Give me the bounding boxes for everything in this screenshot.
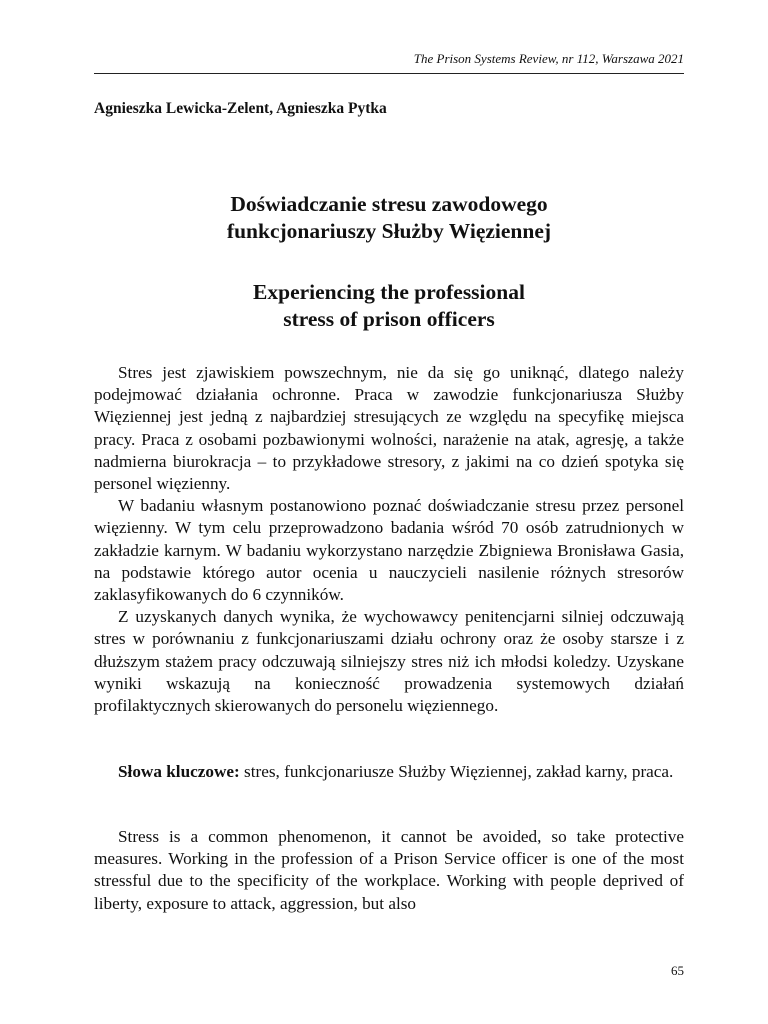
abstract-english-paragraph-1: Stress is a common phenomenon, it cannot be avoided, so take protective measures. Working in the profession of a Prison Service officer is one of the most stressful due to the specificity of the workplace. Working with people deprived of liberty, exposure to attack, aggression, but also [94, 827, 684, 913]
title-english [94, 279, 684, 333]
keywords-label: Słowa kluczowe: [118, 762, 240, 781]
keywords-polish [94, 761, 684, 783]
title-polish [94, 191, 684, 245]
abstract-polish-paragraph-2: W badaniu własnym postanowiono poznać doświadczanie stresu przez personel więzienny. W tym celu przeprowadzono badania wśród 70 osób zatrudnionych w zakładzie karnym. W badaniu wykorzystano narzędzie Zbigniewa Bronisława Gasia, na podstawie którego autor ocenia u nauczycieli nasilenie różnych stresorów zaklasyfikowanych do 6 czynników. [94, 496, 684, 605]
abstract-polish-paragraph-3: Z uzyskanych danych wynika, że wychowawcy penitencjarni silniej odczuwają stres w porównaniu z funkcjonariuszami działu ochrony oraz że osoby starsze i z dłuższym stażem pracy odczuwają silniejszy stres niż ich młodsi koledzy. Uzyskane wyniki wskazują na konieczność prowadzenia systemowych działań profilaktycznych skierowanych do personelu więziennego. [94, 607, 684, 716]
running-head: The Prison Systems Review, nr 112, Warszawa 2021 [413, 51, 684, 66]
keywords-text: stres, funkcjonariusze Służby Więziennej, zakład karny, praca. [239, 762, 674, 781]
abstract-polish-paragraph-1: Stres jest zjawiskiem powszechnym, nie da się go uniknąć, dlatego należy podejmować działania ochronne. Praca w zawodzie funkcjonariusza Służby Więziennej jest jedną z najbardziej stresujących ze względu na specyfikę miejsca pracy. Praca z osobami pozbawionymi wolności, narażenie na atak, agresję, a także nadmierna biurokracja – to przykładowe stresory, z jakimi na co dzień spotyka się personel więzienny. [94, 363, 684, 494]
title-english-line-2: stress of prison officers [283, 307, 495, 331]
header-rule [94, 73, 684, 74]
authors: Agnieszka Lewicka-Zelent, Agnieszka Pytka [94, 100, 387, 117]
keywords-paragraph [94, 761, 684, 783]
title-english-line-1: Experiencing the professional [253, 280, 525, 304]
page-number: 65 [671, 963, 684, 978]
title-polish-line-2: funkcjonariuszy Służby Więziennej [226, 219, 552, 243]
abstract-english [94, 826, 684, 915]
abstract-polish [94, 362, 684, 717]
title-polish-line-1: Doświadczanie stresu zawodowego [230, 192, 548, 216]
